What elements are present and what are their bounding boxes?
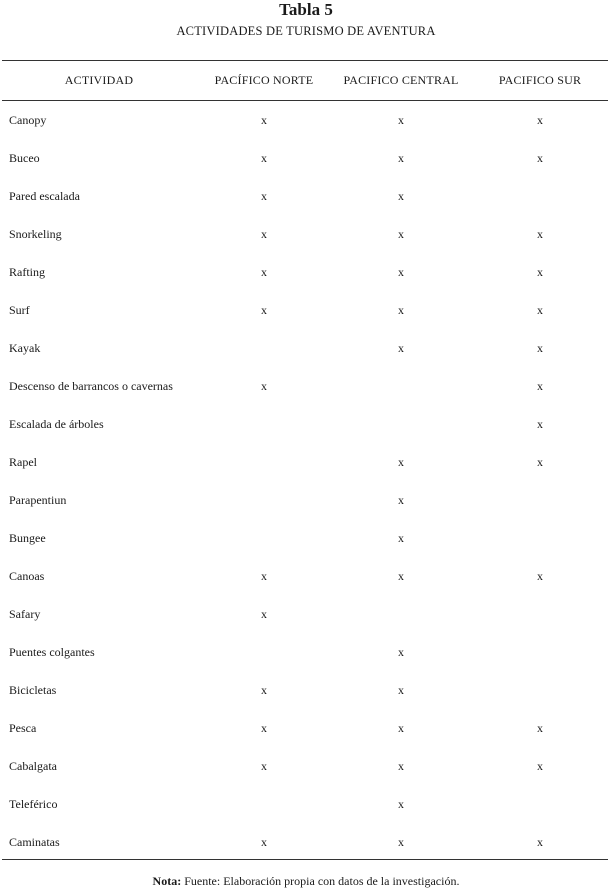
pacifico-sur-cell (472, 481, 608, 519)
table-row (0, 557, 612, 595)
pacifico-central-cell: x (398, 531, 404, 545)
pacifico-sur-cell: x (537, 151, 543, 165)
table-row (0, 519, 612, 557)
pacifico-norte-cell: x (261, 607, 267, 621)
table-note (0, 873, 612, 889)
activity-cell: Descenso de barrancos o cavernas (9, 379, 173, 393)
table-row (0, 215, 612, 253)
table-row (0, 253, 612, 291)
pacifico-sur-cell: x (537, 113, 543, 127)
pacifico-norte-cell: x (261, 151, 267, 165)
activity-cell: Rafting (9, 265, 45, 279)
activity-cell: Bungee (9, 531, 46, 545)
pacifico-norte-cell (198, 329, 330, 367)
table-row (0, 139, 612, 177)
table-header (0, 61, 612, 100)
table-row (0, 443, 612, 481)
table-row (0, 367, 612, 405)
table-body (0, 101, 612, 861)
activity-cell: Surf (9, 303, 30, 317)
pacifico-sur-cell: x (537, 835, 543, 849)
activity-cell: Cabalgata (9, 759, 57, 773)
pacifico-central-cell: x (398, 835, 404, 849)
bottom-rule (2, 859, 608, 860)
table-row (0, 405, 612, 443)
activity-cell: Pared escalada (9, 189, 80, 203)
table-row (0, 747, 612, 785)
activity-cell: Kayak (9, 341, 41, 355)
pacifico-central-cell (330, 367, 472, 405)
pacifico-central-cell (330, 595, 472, 633)
pacifico-sur-cell: x (537, 265, 543, 279)
header-pacifico-sur: PACIFICO SUR (498, 73, 582, 87)
pacifico-sur-cell: x (537, 569, 543, 583)
pacifico-central-cell: x (398, 113, 404, 127)
pacifico-sur-cell (472, 633, 608, 671)
pacifico-central-cell: x (398, 797, 404, 811)
pacifico-norte-cell: x (261, 835, 267, 849)
pacifico-norte-cell: x (261, 759, 267, 773)
pacifico-central-cell (330, 405, 472, 443)
pacifico-norte-cell (198, 519, 330, 557)
activity-cell: Escalada de árboles (9, 417, 104, 431)
pacifico-norte-cell (198, 481, 330, 519)
pacifico-norte-cell (198, 405, 330, 443)
pacifico-norte-cell: x (261, 189, 267, 203)
table-row (0, 291, 612, 329)
activity-cell: Canopy (9, 113, 47, 127)
table-row (0, 709, 612, 747)
table-row (0, 481, 612, 519)
pacifico-sur-cell: x (537, 227, 543, 241)
table-row (0, 671, 612, 709)
pacifico-central-cell: x (398, 721, 404, 735)
pacifico-sur-cell: x (537, 759, 543, 773)
activity-cell: Parapentiun (9, 493, 67, 507)
pacifico-central-cell: x (398, 683, 404, 697)
note-text: Fuente: Elaboración propia con datos de la investigación. (181, 874, 460, 888)
activity-cell: Caminatas (9, 835, 60, 849)
pacifico-norte-cell: x (261, 379, 267, 393)
pacifico-central-cell: x (398, 569, 404, 583)
pacifico-norte-cell (198, 443, 330, 481)
pacifico-central-cell: x (398, 189, 404, 203)
table-row (0, 785, 612, 823)
pacifico-sur-cell: x (537, 303, 543, 317)
pacifico-sur-cell (472, 177, 608, 215)
activity-cell: Pesca (9, 721, 37, 735)
pacifico-norte-cell (198, 633, 330, 671)
activity-cell: Rapel (9, 455, 37, 469)
pacifico-central-cell: x (398, 645, 404, 659)
activity-cell: Safary (9, 607, 41, 621)
pacifico-norte-cell: x (261, 721, 267, 735)
pacifico-sur-cell: x (537, 455, 543, 469)
table-title: Tabla 5 (279, 0, 333, 19)
table-row (0, 177, 612, 215)
activity-cell: Buceo (9, 151, 40, 165)
pacifico-central-cell: x (398, 227, 404, 241)
pacifico-norte-cell (198, 785, 330, 823)
pacifico-sur-cell (472, 595, 608, 633)
pacifico-norte-cell: x (261, 569, 267, 583)
pacifico-sur-cell (472, 785, 608, 823)
pacifico-sur-cell (472, 519, 608, 557)
table-row (0, 633, 612, 671)
activity-cell: Bicicletas (9, 683, 57, 697)
pacifico-central-cell: x (398, 341, 404, 355)
note-label: Nota: (152, 874, 182, 888)
pacifico-sur-cell: x (537, 417, 543, 431)
pacifico-central-cell: x (398, 455, 404, 469)
pacifico-central-cell: x (398, 265, 404, 279)
table-row (0, 329, 612, 367)
pacifico-norte-cell: x (261, 227, 267, 241)
table-row (0, 595, 612, 633)
table-row (0, 101, 612, 139)
activity-cell: Teleférico (9, 797, 58, 811)
table-row (0, 823, 612, 861)
pacifico-sur-cell: x (537, 341, 543, 355)
activity-cell: Canoas (9, 569, 45, 583)
pacifico-norte-cell: x (261, 683, 267, 697)
pacifico-norte-cell: x (261, 303, 267, 317)
pacifico-sur-cell: x (537, 379, 543, 393)
header-pacifico-central: PACIFICO CENTRAL (343, 73, 459, 87)
pacifico-sur-cell (472, 671, 608, 709)
table-subtitle: ACTIVIDADES DE TURISMO DE AVENTURA (176, 24, 436, 38)
header-actividad: ACTIVIDAD (64, 73, 134, 87)
header-pacifico-norte: PACÍFICO NORTE (214, 73, 314, 87)
activity-cell: Puentes colgantes (9, 645, 95, 659)
activity-cell: Snorkeling (9, 227, 62, 241)
pacifico-central-cell: x (398, 303, 404, 317)
pacifico-central-cell: x (398, 759, 404, 773)
pacifico-norte-cell: x (261, 265, 267, 279)
pacifico-norte-cell: x (261, 113, 267, 127)
pacifico-sur-cell: x (537, 721, 543, 735)
pacifico-central-cell: x (398, 493, 404, 507)
pacifico-central-cell: x (398, 151, 404, 165)
